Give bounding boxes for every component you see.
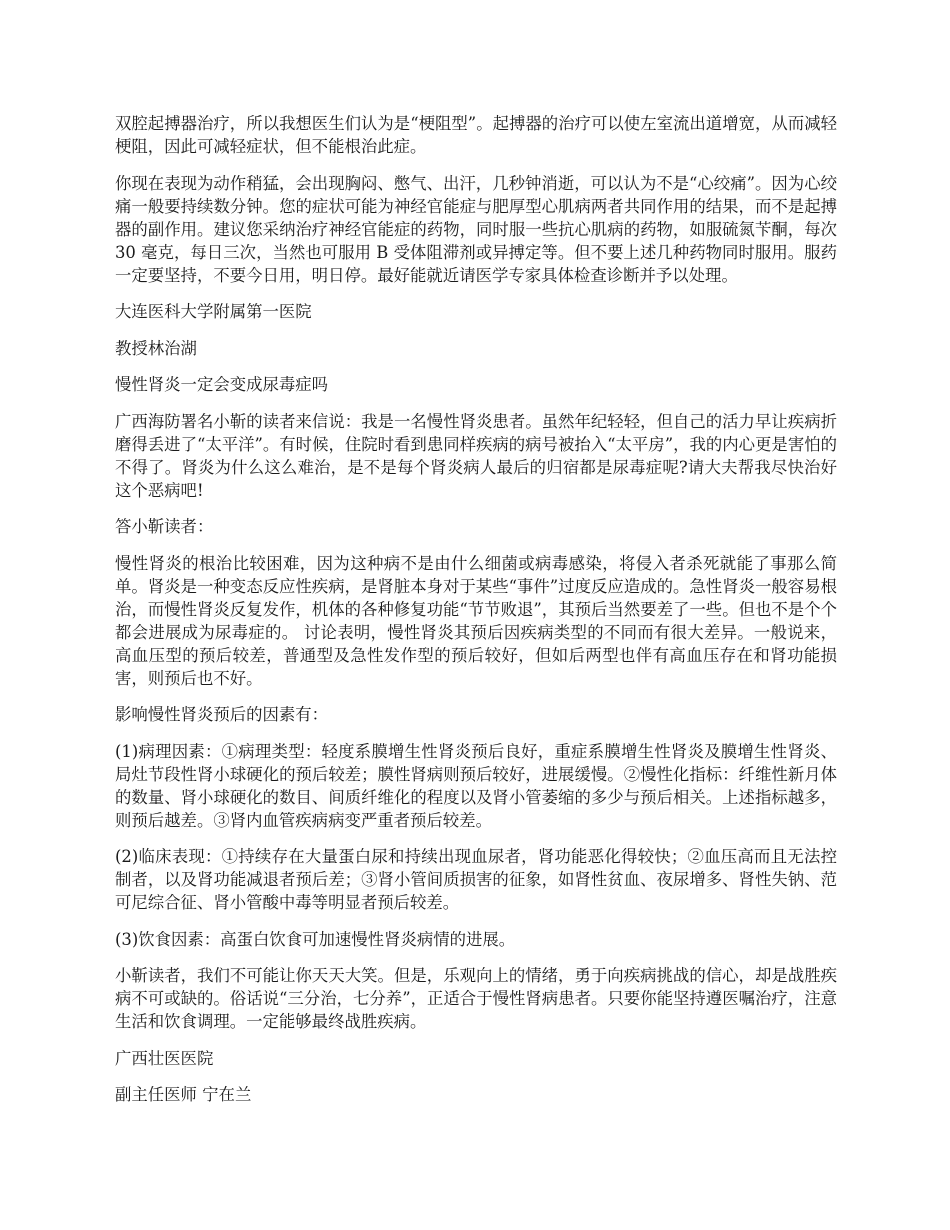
paragraph-nephritis-prognosis: 慢性肾炎的根治比较困难，因为这种病不是由什么细菌或病毒感染，将侵入者杀死就能了事那么简单。肾炎是一种变态反应性疾病，是肾脏本身对于某些“事件”过度反应造成的。急性肾炎一般容易根治，而慢性肾炎反复发作，机体的各种修复功能“节节败退”，其预后当然要差了一些。但也不是个个都会进展成为尿毒症的。 讨论表明，慢性肾炎其预后因疾病类型的不同而有很大差异。一般说来，高血压型的预后较差，普通型及急性发作型的预后较好，但如后两型也伴有高血压存在和肾功能损害，则预后也不好。 bbox=[115, 553, 837, 688]
hospital-name-guangxi: 广西壮医医院 bbox=[115, 1048, 214, 1068]
factor-diet: (3)饮食因素：高蛋白饮食可加速慢性肾炎病情的进展。 bbox=[115, 929, 516, 949]
factors-heading: 影响慢性肾炎预后的因素有： bbox=[115, 705, 329, 724]
factor-pathology: (1)病理因素：①病理类型：轻度系膜增生性肾炎预后良好，重症系膜增生性肾炎及膜增生性肾炎、局灶节段性肾小球硬化的预后较差；膜性肾病则预后较好，进展缓慢。②慢性化指标：纤维性新月体的数量、肾小球硬化的数目、间质纤维化的程度以及肾小管萎缩的多少与预后相关。上述指标越多，则预后越差。③肾内血管疾病病变严重者预后较差。 bbox=[115, 741, 837, 830]
author-ning-zailan: 副主任医师 宁在兰 bbox=[115, 1085, 252, 1104]
paragraph-symptom-advice: 你现在表现为动作稍猛，会出现胸闷、憋气、出汗，几秒钟消逝，可以认为不是“心绞痛”。因为心绞痛一般要持续数分钟。您的症状可能为神经官能症与肥厚型心肌病两者共同作用的结果，而不是起搏器的副作用。建议您采纳治疗神经官能症的药物，同时服一些抗心肌病的药物，如服硫氮苄酮，每次 30 毫克，每日三次，当然也可服用 B 受体阻滞剂或异搏定等。但不要上述几种药物同时服用。服药一定要坚持，不要今日用，明日停。最好能就近请医学专家具体检查诊断并予以处理。 bbox=[115, 173, 837, 285]
author-lin-zhihu: 教授林治湖 bbox=[115, 338, 197, 358]
reply-salutation: 答小靳读者： bbox=[115, 517, 214, 536]
factor-clinical: (2)临床表现：①持续存在大量蛋白尿和持续出现血尿者，肾功能恶化得较快；②血压高而且无法控制者，以及肾功能减退者预后差；③肾小管间质损害的征象，如肾性贫血、夜尿增多、肾性失钠、范可尼综合征、肾小管酸中毒等明显者预后较差。 bbox=[115, 847, 837, 912]
hospital-name-dalian: 大连医科大学附属第一医院 bbox=[115, 302, 312, 321]
question-heading-nephritis: 慢性肾炎一定会变成尿毒症吗 bbox=[115, 375, 329, 394]
paragraph-pacemaker-treatment: 双腔起搏器治疗，所以我想医生们认为是“梗阻型”。起搏器的治疗可以使左室流出道增宽，从而减轻梗阻，因此可减轻症状，但不能根治此症。 bbox=[115, 114, 837, 156]
paragraph-encouragement: 小靳读者，我们不可能让你天天大笑。但是，乐观向上的情绪，勇于向疾病挑战的信心，却是战胜疾病不可或缺的。俗话说“三分治，七分养”，正适合于慢性肾病患者。只要你能坚持遵医嘱治疗，注意生活和饮食调理。一定能够最终战胜疾病。 bbox=[115, 966, 837, 1031]
document-body bbox=[115, 112, 837, 1120]
reader-letter: 广西海防署名小靳的读者来信说：我是一名慢性肾炎患者。虽然年纪轻轻，但自己的活力早让疾病折磨得丢进了“太平洋”。有时候，住院时看到患同样疾病的病号被抬入“太平房”，我的内心更是害怕的不得了。肾炎为什么这么难治，是不是每个肾炎病人最后的归宿都是尿毒症呢?请大夫帮我尽快治好这个恶病吧! bbox=[115, 411, 837, 500]
